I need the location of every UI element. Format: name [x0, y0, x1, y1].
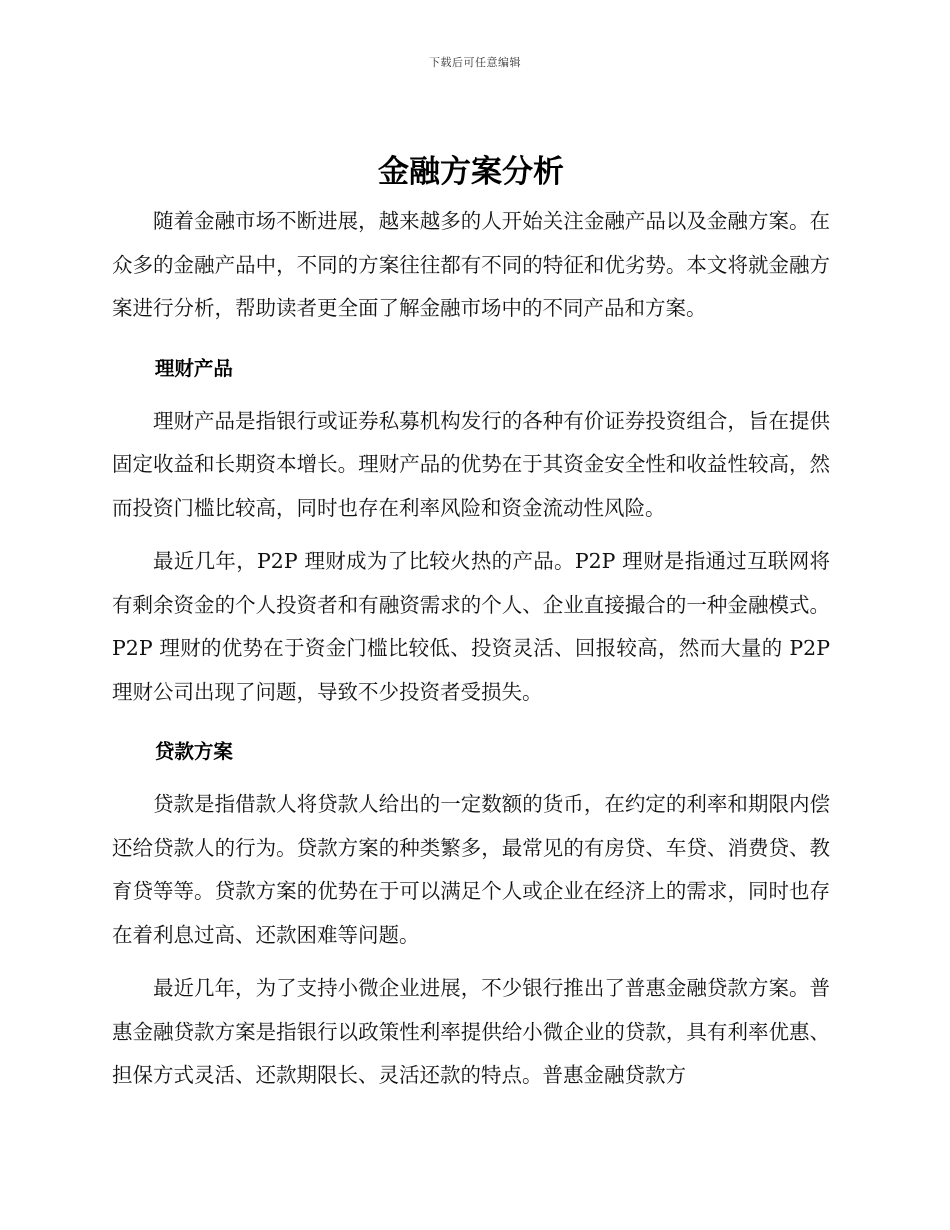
section-heading-wealth-products: 理财产品	[154, 356, 233, 380]
paragraph: 最近几年，P2P 理财成为了比较火热的产品。P2P 理财是指通过互联网将有剩余资金的个人投资者和有融资需求的个人、企业直接撮合的一种金融模式。P2P 理财的优势在于资金门槛比较低、投资灵活、回报较高，然而大量的 P2P 理财公司出现了问题，导致不少投资者受损失。	[112, 549, 830, 704]
intro-paragraph: 随着金融市场不断进展，越来越多的人开始关注金融产品以及金融方案。在众多的金融产品中，不同的方案往往都有不同的特征和优劣势。本文将就金融方案进行分析，帮助读者更全面了解金融市场中的不同产品和方案。	[112, 209, 830, 320]
document-body	[112, 150, 830, 1098]
section-heading-loan-plans: 贷款方案	[154, 740, 233, 763]
paragraph: 最近几年，为了支持小微企业进展，不少银行推出了普惠金融贷款方案。普惠金融贷款方案是指银行以政策性利率提供给小微企业的贷款，具有利率优惠、担保方式灵活、还款期限长、灵活还款的特点。普惠金融贷款方	[112, 976, 830, 1087]
paragraph: 贷款是指借款人将贷款人给出的一定数额的货币，在约定的利率和期限内偿还给贷款人的行为。贷款方案的种类繁多，最常见的有房贷、车贷、消费贷、教育贷等等。贷款方案的优势在于可以满足个人或企业在经济上的需求，同时也存在着利息过高、还款困难等问题。	[112, 792, 830, 947]
paragraph: 理财产品是指银行或证券私募机构发行的各种有价证券投资组合，旨在提供固定收益和长期资本增长。理财产品的优势在于其资金安全性和收益性较高，然而投资门槛比较高，同时也存在利率风险和资金流动性风险。	[112, 408, 830, 520]
document-title: 金融方案分析	[378, 154, 564, 190]
header-note: 下载后可任意编辑	[429, 56, 521, 69]
